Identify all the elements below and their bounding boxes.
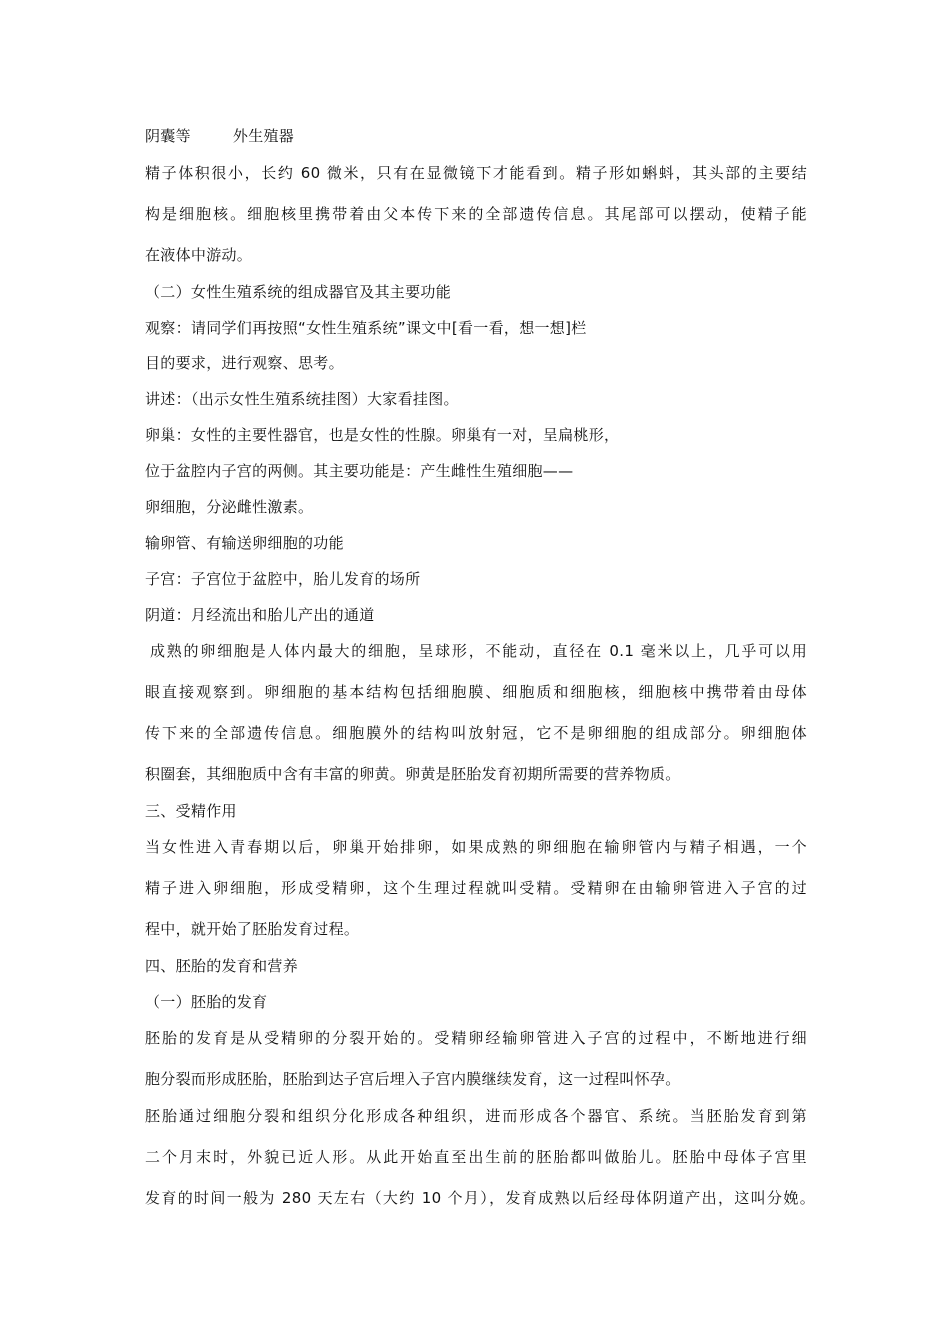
text-line-10: 位于盆腔内子宫的两侧。其主要功能是：产生雌性生殖细胞—— — [145, 462, 574, 480]
text-line-11: 卵细胞，分泌雌性激素。 — [145, 498, 314, 516]
section-heading: （二）女性生殖系统的组成器官及其主要功能 — [145, 283, 452, 301]
text-line-15: 成熟的卵细胞是人体内最大的细胞，呈球形，不能动，直径在 0.1 毫米以上，几乎可以用 — [150, 642, 807, 660]
text-line-6: 观察：请同学们再按照“女性生殖系统”课文中[看一看，想一想]栏 — [145, 319, 587, 337]
section-heading-4: 四、胚胎的发育和营养 — [145, 957, 299, 975]
text-line-28: 二个月末时，外貌已近人形。从此开始直至出生前的胚胎都叫做胎儿。胚胎中母体子宫里 — [145, 1148, 807, 1166]
text-line-22: 程中，就开始了胚胎发育过程。 — [145, 920, 360, 938]
text-line-17: 传下来的全部遗传信息。细胞膜外的结构叫放射冠，它不是卵细胞的组成部分。卵细胞体 — [145, 724, 807, 742]
text-line-16: 眼直接观察到。卵细胞的基本结构包括细胞膜、细胞质和细胞核，细胞核中携带着由母体 — [145, 683, 807, 701]
text-line-9: 卵巢：女性的主要性器官，也是女性的性腺。卵巢有一对，呈扁桃形， — [145, 426, 620, 444]
text-line-25: 胚胎的发育是从受精卵的分裂开始的。受精卵经输卵管进入子宫的过程中，不断地进行细 — [145, 1029, 807, 1047]
text-line-4: 在液体中游动。 — [145, 246, 253, 264]
text-line-8: 讲述：（出示女性生殖系统挂图）大家看挂图。 — [145, 390, 459, 408]
section-heading-3: 三、受精作用 — [145, 802, 237, 820]
text-line-14: 阴道：月经流出和胎儿产出的通道 — [145, 606, 375, 624]
text-line-18: 积圈套，其细胞质中含有丰富的卵黄。卵黄是胚胎发育初期所需要的营养物质。 — [145, 765, 681, 783]
text-line-13: 子宫：子宫位于盆腔中，胎儿发育的场所 — [145, 570, 421, 588]
text-line-20: 当女性进入青春期以后，卵巢开始排卵，如果成熟的卵细胞在输卵管内与精子相遇，一个 — [145, 838, 807, 856]
text-line-3: 构是细胞核。细胞核里携带着由父本传下来的全部遗传信息。其尾部可以摆动，使精子能 — [145, 205, 807, 223]
subsection-heading: （一）胚胎的发育 — [145, 993, 268, 1011]
text-line-1: 阴囊等 外生殖器 — [145, 127, 295, 145]
text-line-7: 目的要求，进行观察、思考。 — [145, 354, 344, 372]
text-line-29: 发育的时间一般为 280 天左右（大约 10 个月），发育成熟以后经母体阴道产出，这叫分娩。 — [145, 1189, 815, 1207]
text-line-12: 输卵管、有输送卵细胞的功能 — [145, 534, 344, 552]
text-line-26: 胞分裂而形成胚胎，胚胎到达子宫后埋入子宫内膜继续发育，这一过程叫怀孕。 — [145, 1070, 681, 1088]
text-line-27: 胚胎通过细胞分裂和组织分化形成各种组织，进而形成各个器官、系统。当胚胎发育到第 — [145, 1107, 807, 1125]
text-line-21: 精子进入卵细胞，形成受精卵，这个生理过程就叫受精。受精卵在由输卵管进入子宫的过 — [145, 879, 807, 897]
text-line-2: 精子体积很小，长约 60 微米，只有在显微镜下才能看到。精子形如蝌蚪，其头部的主要结 — [145, 164, 807, 182]
